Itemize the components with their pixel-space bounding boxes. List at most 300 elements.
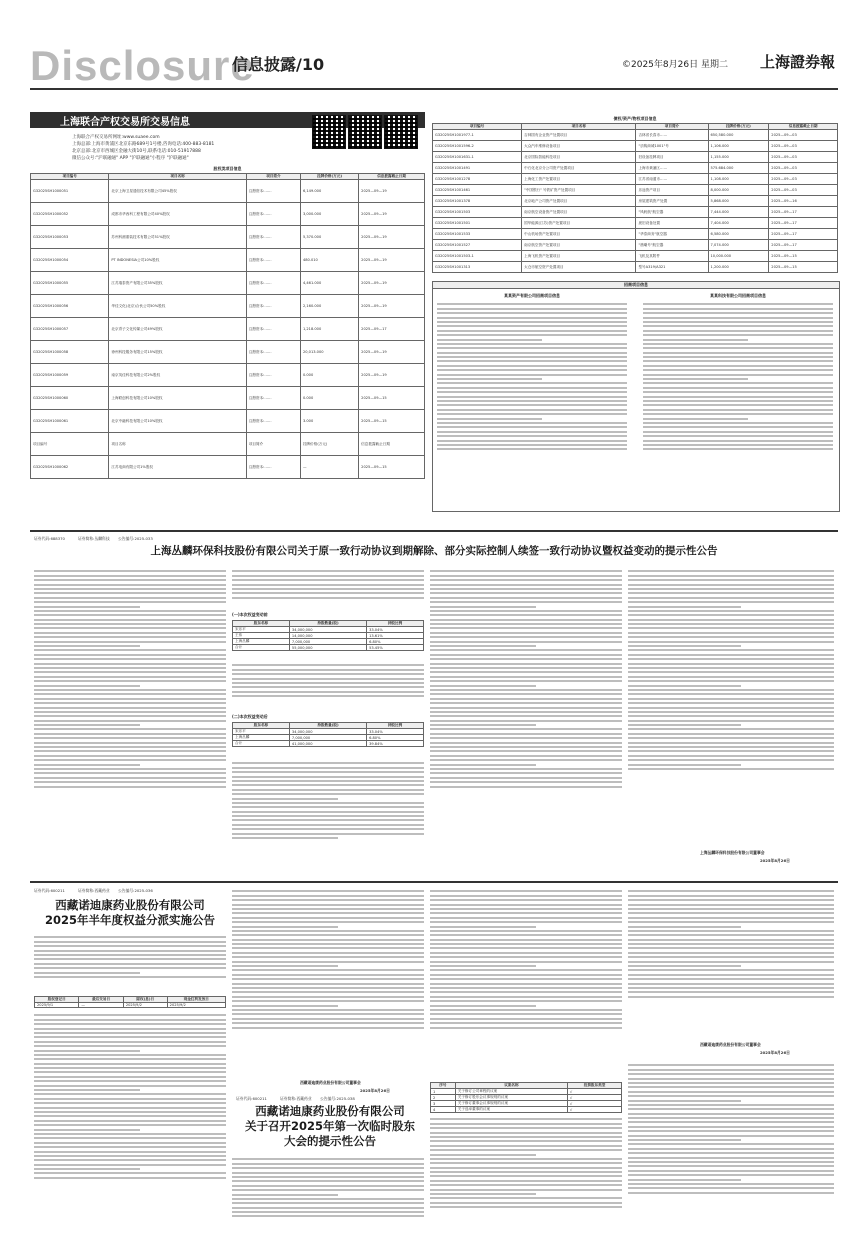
table-cell: 1 — [431, 1089, 456, 1095]
column-header: 信息披露截止日期 — [769, 124, 838, 130]
text-line — [437, 404, 627, 406]
table-cell: 53.45% — [367, 645, 424, 651]
text-line — [430, 930, 622, 932]
table-cell: 信息披露截止日期 — [359, 433, 425, 456]
text-line — [628, 680, 834, 682]
text-line — [232, 811, 424, 813]
text-line — [628, 584, 834, 586]
notice-title: 上海丛麟环保科技股份有限公司关于原一致行动协议到期解除、部分实际控制人续签一致行动协议暨权益变动的提示性公告 — [150, 545, 718, 557]
recruit-right-heading: 某某科技有限公司招商项目信息 — [710, 293, 766, 298]
text-line — [34, 645, 140, 647]
text-line — [628, 1121, 834, 1123]
text-line — [34, 1050, 140, 1052]
text-line — [628, 693, 834, 695]
text-line — [643, 312, 833, 314]
table-cell: 北京上海卫星通信技术有限公司45%股权 — [109, 180, 246, 203]
ann1-stock-name: 证券简称:西藏药业 — [78, 888, 110, 893]
text-line — [430, 1009, 622, 1011]
text-line — [628, 961, 834, 963]
text-line — [232, 664, 424, 666]
ann2-stock-name: 证券简称:西藏药业 — [280, 1096, 312, 1101]
text-line — [232, 815, 424, 817]
text-line — [430, 895, 622, 897]
text-line — [232, 930, 424, 932]
text-line — [430, 987, 622, 989]
text-line — [232, 1202, 424, 1204]
text-line — [232, 575, 424, 577]
text-line — [34, 1080, 226, 1082]
ann1-title-line: 西藏诺迪康药业股份有限公司 — [55, 898, 205, 912]
table-cell: 苏州科测重装技术有限公司51%股权 — [109, 226, 246, 249]
text-line — [232, 579, 424, 581]
table-cell: G32025SH1000062 — [31, 456, 109, 479]
table-cell: 2025—09—15 — [359, 410, 425, 433]
text-line — [430, 733, 622, 735]
text-line — [34, 1089, 140, 1091]
table-cell: 20,013.000 — [300, 341, 358, 364]
text-line — [34, 1093, 226, 1095]
table-cell: 0.000 — [300, 387, 358, 410]
column-header: 信息披露截止日期 — [359, 174, 425, 180]
ann2-number: 公告编号:2025-038 — [320, 1096, 355, 1101]
text-line — [34, 1085, 226, 1087]
text-line — [643, 396, 833, 398]
text-line — [430, 1136, 622, 1138]
table-row — [233, 741, 424, 747]
text-line — [430, 680, 622, 682]
text-line — [430, 1206, 622, 1208]
table-cell: 2025—09—17 — [769, 218, 838, 229]
table-row — [31, 364, 425, 387]
text-line — [430, 654, 622, 656]
table-cell: 1,200.000 — [708, 262, 769, 273]
section-divider — [30, 881, 838, 883]
text-line — [437, 347, 627, 349]
table-cell: 太仓市航空资产处置项目 — [522, 262, 636, 273]
table-cell: 2025—09—15 — [769, 262, 838, 273]
text-line — [232, 1027, 424, 1029]
text-line — [628, 1086, 834, 1088]
table-cell: 2025/9/1 — [35, 1003, 79, 1008]
text-line — [628, 671, 834, 673]
text-line — [430, 742, 622, 744]
table-row — [31, 180, 425, 203]
table-cell: PT INDONESIA公司10%股权 — [109, 249, 246, 272]
table-cell: G32025SH1001527 — [433, 240, 522, 251]
contact-line: 上海联合产权交易所网址:www.suaee.com — [72, 135, 160, 140]
table-cell: 2025—09—15 — [359, 387, 425, 410]
text-line — [437, 391, 627, 393]
text-line — [34, 746, 226, 748]
text-line — [437, 444, 627, 446]
text-line — [34, 936, 226, 938]
text-line — [628, 991, 834, 993]
column-header: 持股比例 — [367, 723, 424, 729]
table-cell: 北京地产公司资产处置项目 — [522, 196, 636, 207]
text-line — [232, 588, 424, 590]
text-line — [430, 755, 622, 757]
text-line — [232, 943, 424, 945]
table-cell: G32025SH1001596-2 — [433, 141, 522, 152]
text-line — [34, 711, 226, 713]
table-cell: 乐途资产项目 — [636, 185, 708, 196]
text-line — [232, 1180, 424, 1182]
table-cell: 6,580.000 — [708, 229, 769, 240]
text-line — [232, 912, 424, 914]
text-line — [34, 649, 226, 651]
text-line — [628, 575, 834, 577]
table-cell: 2025—09—19 — [359, 249, 425, 272]
property-table-title: 债权/资产/物权项目信息 — [613, 116, 657, 121]
text-line — [430, 912, 622, 914]
table-cell: 项目简介 — [246, 433, 300, 456]
table-cell: 注册资本:…… — [246, 249, 300, 272]
ann2-title — [232, 1104, 428, 1149]
text-line — [232, 695, 424, 697]
text-line — [232, 824, 424, 826]
text-line — [34, 1102, 226, 1104]
table-cell: 注册资本:…… — [246, 364, 300, 387]
text-line — [430, 781, 622, 783]
text-line — [34, 702, 226, 704]
text-line — [232, 771, 424, 773]
text-line — [628, 641, 834, 643]
table-cell: 上海丛麟 — [233, 639, 290, 645]
text-line — [643, 330, 833, 332]
text-line — [430, 926, 536, 928]
text-line — [628, 1104, 834, 1106]
text-line — [232, 965, 338, 967]
text-line — [232, 1189, 424, 1191]
text-line — [628, 737, 834, 739]
table-a-title: (一)本次权益变动前 — [232, 612, 268, 617]
text-line — [628, 1117, 834, 1119]
text-line — [628, 759, 834, 761]
text-line — [430, 890, 622, 892]
table-row — [433, 229, 838, 240]
table-row — [433, 163, 838, 174]
text-line — [34, 623, 226, 625]
column-header: 挂牌价格(万元) — [708, 124, 769, 130]
text-line — [628, 1187, 834, 1189]
text-line — [34, 1019, 226, 1021]
text-line — [34, 715, 226, 717]
text-line — [430, 588, 622, 590]
table-cell: G32025SH1000054 — [31, 249, 109, 272]
table-cell: G32025SH1001491 — [433, 163, 522, 174]
column-header: 项目名称 — [109, 174, 246, 180]
text-line — [232, 584, 424, 586]
text-line — [430, 667, 622, 669]
text-line — [34, 636, 226, 638]
text-line — [643, 422, 833, 424]
text-line — [628, 623, 834, 625]
table-row — [433, 185, 838, 196]
text-line — [430, 1027, 622, 1029]
notice-body-col1 — [34, 568, 226, 868]
text-line — [628, 570, 834, 572]
column-header: 股东名称 — [233, 621, 290, 627]
text-line — [628, 943, 834, 945]
table-row — [35, 1003, 226, 1008]
text-line — [437, 312, 627, 314]
table-cell: √ — [568, 1101, 622, 1107]
text-line — [430, 1018, 622, 1020]
text-line — [430, 606, 536, 608]
text-line — [430, 750, 622, 752]
table-cell: "华泰商务"航空器 — [636, 229, 708, 240]
text-line — [34, 667, 226, 669]
ann1-body-a — [34, 934, 226, 994]
text-line — [34, 614, 226, 616]
text-line — [643, 303, 833, 305]
agenda-table — [430, 1082, 622, 1113]
text-line — [430, 619, 622, 621]
text-line — [232, 987, 424, 989]
text-line — [232, 1005, 338, 1007]
text-line — [628, 689, 834, 691]
text-line — [628, 632, 834, 634]
text-line — [628, 952, 834, 954]
text-line — [34, 1023, 226, 1025]
text-line — [430, 952, 622, 954]
text-line — [628, 597, 834, 599]
text-line — [232, 1176, 424, 1178]
qr-code-icon — [312, 115, 346, 149]
table-cell: 2025—09—03 — [769, 141, 838, 152]
ann1-body-c — [232, 888, 424, 1078]
text-line — [232, 686, 424, 688]
text-line — [34, 641, 226, 643]
table-cell: 房屋建筑资产处置 — [636, 196, 708, 207]
table-cell: 3,000.000 — [300, 203, 358, 226]
table-cell: 2025—09—16 — [769, 196, 838, 207]
text-line — [430, 702, 622, 704]
text-line — [628, 1130, 834, 1132]
column-header: 持股数量(股) — [289, 621, 366, 627]
text-line — [643, 308, 833, 310]
text-line — [437, 334, 627, 336]
table-cell: 650,580.000 — [708, 130, 769, 141]
table-cell: 33.04% — [367, 729, 424, 735]
text-line — [34, 671, 226, 673]
contact-line: 上海总部:上海市黄浦区北京东路689号1号楼,咨询电话:400-883-8181 — [72, 142, 215, 147]
table-cell: "风帆航"航空器 — [636, 207, 708, 218]
table-cell: √ — [568, 1107, 622, 1113]
table-cell: 王伟 — [233, 633, 290, 639]
text-line — [430, 1202, 622, 1204]
text-line — [430, 707, 622, 709]
section-title: 信息披露/10 — [232, 55, 325, 74]
text-line — [430, 1118, 622, 1120]
table-row — [31, 433, 425, 456]
recruit-panel — [432, 288, 840, 512]
table-cell: 关于选举董事的议案 — [455, 1107, 567, 1113]
qr-code-icon — [348, 115, 382, 149]
notice-number: 公告编号:2025-033 — [118, 536, 153, 541]
text-line — [628, 742, 834, 744]
text-line — [232, 934, 424, 936]
table-row — [31, 249, 425, 272]
text-line — [232, 1163, 424, 1165]
text-line — [430, 1005, 536, 1007]
text-line — [628, 1108, 834, 1110]
column-header: 股权登记日 — [35, 997, 79, 1003]
text-line — [232, 789, 424, 791]
text-line — [232, 969, 424, 971]
table-row — [433, 130, 838, 141]
ann1-date: 2025年8月26日 — [360, 1088, 390, 1093]
text-line — [34, 1172, 226, 1174]
text-line — [643, 426, 833, 428]
text-line — [628, 1139, 741, 1141]
text-line — [643, 431, 833, 433]
text-line — [628, 588, 834, 590]
text-line — [34, 654, 226, 656]
table-cell: 7,000,000 — [289, 639, 366, 645]
text-line — [232, 956, 424, 958]
table-cell: 2025—09—19 — [359, 272, 425, 295]
text-line — [437, 426, 627, 428]
table-cell: 吉林省长春市…… — [636, 130, 708, 141]
text-line — [628, 698, 834, 700]
text-line — [628, 987, 834, 989]
text-line — [628, 724, 741, 726]
text-line — [643, 387, 833, 389]
column-header: 最后交易日 — [79, 997, 123, 1003]
text-line — [628, 1100, 741, 1102]
text-line — [430, 746, 622, 748]
text-line — [437, 378, 542, 380]
column-header: 股东名称 — [233, 723, 290, 729]
text-line — [430, 1162, 622, 1164]
text-line — [430, 947, 622, 949]
table-row — [433, 152, 838, 163]
table-cell: 注册资本:…… — [246, 203, 300, 226]
text-line — [643, 347, 833, 349]
text-line — [232, 1009, 424, 1011]
text-line — [643, 360, 833, 362]
text-line — [232, 978, 424, 980]
table-cell: 北京中融科技有限公司10%股权 — [109, 410, 246, 433]
table-cell: G32025SH1000052 — [31, 203, 109, 226]
table-cell: 2025—09—17 — [769, 207, 838, 218]
text-line — [430, 579, 622, 581]
text-line — [430, 610, 622, 612]
text-line — [34, 619, 226, 621]
text-line — [628, 926, 741, 928]
text-line — [628, 685, 741, 687]
text-line — [34, 676, 226, 678]
text-line — [232, 1215, 424, 1217]
column-header: 挂牌价格(万元) — [300, 174, 358, 180]
text-line — [232, 691, 424, 693]
text-line — [628, 1126, 834, 1128]
text-line — [232, 669, 424, 671]
text-line — [34, 627, 226, 629]
text-line — [34, 1032, 226, 1034]
text-line — [232, 767, 424, 769]
text-line — [643, 404, 833, 406]
table-cell: 6.80% — [367, 735, 424, 741]
table-row — [31, 387, 425, 410]
text-line — [430, 786, 622, 788]
text-line — [430, 1013, 622, 1015]
text-line — [34, 1142, 226, 1144]
ann2-stock-code: 证券代码:600211 — [236, 1096, 267, 1101]
table-cell: G32025SH1000051 — [31, 180, 109, 203]
table-cell: — — [300, 456, 358, 479]
text-line — [430, 1145, 622, 1147]
text-line — [643, 334, 833, 336]
text-line — [430, 1000, 622, 1002]
column-header: 项目名称 — [522, 124, 636, 130]
text-line — [430, 908, 622, 910]
ann1-signature: 西藏诺迪康药业股份有限公司董事会 — [300, 1080, 361, 1085]
text-line — [34, 658, 226, 660]
table-cell: 5,868.000 — [708, 196, 769, 207]
table-cell: 废旧设备处置 — [636, 218, 708, 229]
table-cell: 江苏瑞泰资产有限公司35%股权 — [109, 272, 246, 295]
text-line — [232, 1158, 424, 1160]
text-line — [34, 1098, 226, 1100]
table-row — [433, 174, 838, 185]
text-line — [232, 592, 424, 594]
text-line — [34, 1155, 226, 1157]
text-line — [34, 698, 226, 700]
column-header: 项目简介 — [636, 124, 708, 130]
table-cell: 成都市华西科工程有限公司40%股权 — [109, 203, 246, 226]
text-line — [643, 365, 833, 367]
text-line — [628, 654, 834, 656]
text-line — [430, 737, 622, 739]
text-line — [437, 400, 627, 402]
table-cell: 6,149.000 — [300, 180, 358, 203]
text-line — [430, 1123, 622, 1125]
text-line — [628, 1161, 834, 1163]
text-line — [430, 1184, 622, 1186]
text-line — [232, 983, 424, 985]
text-line — [628, 947, 834, 949]
table-cell: 南京航空资产处置项目 — [522, 240, 636, 251]
table-cell: 1,218.000 — [300, 318, 358, 341]
text-line — [643, 352, 833, 354]
table-cell: 5,370.000 — [300, 226, 358, 249]
text-line — [430, 614, 622, 616]
table-cell: 0.000 — [300, 364, 358, 387]
table-cell: G32025SH1000053 — [31, 226, 109, 249]
recruit-title: 招商项目信息 — [432, 281, 840, 289]
text-line — [430, 645, 536, 647]
text-line — [34, 1111, 226, 1113]
text-line — [232, 947, 424, 949]
text-line — [232, 1194, 338, 1196]
table-row — [433, 262, 838, 273]
recruit-left-text — [437, 301, 627, 506]
text-line — [643, 382, 833, 384]
text-line — [232, 776, 424, 778]
text-line — [628, 733, 834, 735]
shareholding-after-table — [232, 722, 424, 747]
table-cell: 2025—09—17 — [769, 229, 838, 240]
text-line — [628, 983, 834, 985]
table-cell: 关于修订公司章程的议案 — [455, 1089, 567, 1095]
table-cell: G32025SH1001631-1 — [433, 152, 522, 163]
table-cell: 3.000 — [300, 410, 358, 433]
table-cell: 41,000,000 — [289, 741, 366, 747]
text-line — [628, 667, 834, 669]
equity-table-title: 股权类项目信息 — [213, 166, 242, 171]
